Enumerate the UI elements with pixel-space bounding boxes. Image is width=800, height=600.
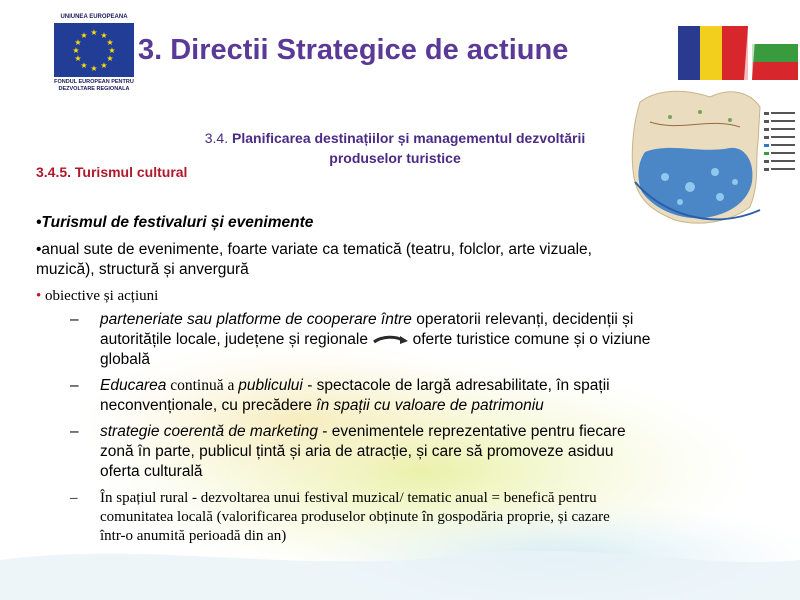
subitem-line: comunitatea locală (valorificarea produselor obținute în gospodăria proprie, și cazare xyxy=(100,509,610,525)
region-map-icon xyxy=(620,82,800,232)
svg-text:★: ★ xyxy=(90,64,98,73)
subitem-text xyxy=(100,489,760,546)
svg-text:★: ★ xyxy=(74,38,82,47)
subitem-text xyxy=(100,310,760,370)
bullet-festivals: •Turismul de festivaluri și evenimente xyxy=(36,214,314,231)
text-span: oferte turistice comune și o viziune xyxy=(408,331,651,348)
bullet-events-line-2: muzică), structură și anvergură xyxy=(36,261,249,278)
eu-logo-line-1: FONDUL EUROPEAN PENTRU xyxy=(54,79,134,85)
text-span: publicului xyxy=(238,377,303,394)
text-span: autoritățile locale, județene și regionale xyxy=(100,331,373,348)
bullet-objectives xyxy=(36,286,158,306)
subitem-text xyxy=(100,376,760,416)
dash-marker: – xyxy=(70,311,79,328)
svg-text:★: ★ xyxy=(106,54,114,63)
text-span: - spectacole de largă adresabilitate, în spații xyxy=(302,377,610,394)
text-span: Educarea xyxy=(100,377,167,394)
text-span: neconvenționale, cu precădere xyxy=(100,397,317,414)
subtitle-line-1 xyxy=(150,128,640,148)
subitem-line: globală xyxy=(100,351,150,368)
subtitle-text-2: produselor turistice xyxy=(329,150,461,166)
text-span: în spații cu valoare de patrimoniu xyxy=(316,397,544,414)
subitem-line: zonă în parte, publicul țintă și aria de atracție, și care să promoveze asiduu xyxy=(100,443,614,460)
subitem-partnerships xyxy=(70,310,770,372)
eu-logo-top-text: UNIUNEA EUROPEANA xyxy=(60,14,128,20)
subitem-education xyxy=(70,376,770,418)
svg-text:★: ★ xyxy=(72,46,80,55)
bullet-dot: • xyxy=(36,288,42,304)
subitem-line: În spațiul rural - dezvoltarea unui festival muzical/ tematic anual = benefică pentru xyxy=(100,490,597,506)
subitem-line xyxy=(100,310,760,330)
right-arrow-icon xyxy=(372,333,408,347)
dash-marker: – xyxy=(70,490,78,506)
section-title: 3.4.5. Turismul cultural xyxy=(36,164,188,180)
subitem-line xyxy=(100,376,760,396)
svg-text:★: ★ xyxy=(108,46,116,55)
subitem-line: într-o anumită perioadă din an) xyxy=(100,528,287,544)
subtitle xyxy=(150,128,640,168)
bullet-events-line-1: •anual sute de evenimente, foarte variate ca tematică (teatru, folclor, arte vizuale, xyxy=(36,241,592,258)
text-span: parteneriate sau platforme de cooperare între xyxy=(100,311,417,328)
subtitle-number: 3.4. xyxy=(204,130,229,146)
subitem-line xyxy=(100,396,760,416)
svg-text:★: ★ xyxy=(80,61,88,70)
subitem-text xyxy=(100,422,760,482)
svg-text:★: ★ xyxy=(90,28,98,37)
bullet-objectives-text: obiective și acțiuni xyxy=(41,288,159,304)
subitem-line xyxy=(100,330,760,350)
eu-logo-line-2: DEZVOLTARE REGIONALA xyxy=(58,86,130,92)
text-span: - evenimentele reprezentative pentru fiecare xyxy=(317,423,626,440)
text-span: continuă a xyxy=(166,377,239,394)
dash-marker: – xyxy=(70,423,79,440)
svg-text:★: ★ xyxy=(74,54,82,63)
svg-text:★: ★ xyxy=(100,31,108,40)
subitem-line: oferta culturală xyxy=(100,463,203,480)
text-span: operatorii relevanți, decidenții și xyxy=(416,311,634,328)
romania-bulgaria-flags-icon xyxy=(678,26,798,80)
dash-marker: – xyxy=(70,377,79,394)
bullet-events xyxy=(36,240,756,280)
svg-text:★: ★ xyxy=(100,61,108,70)
text-span: strategie coerentă de marketing xyxy=(100,423,318,440)
svg-text:★: ★ xyxy=(106,38,114,47)
eu-logo xyxy=(48,14,140,96)
svg-text:★: ★ xyxy=(80,31,88,40)
subitem-rural xyxy=(70,489,770,549)
subtitle-text-1: Planificarea destinațiilor și managementul dezvoltării xyxy=(232,130,586,146)
subitem-marketing xyxy=(70,422,770,484)
page-title: 3. Directii Strategice de actiune xyxy=(138,34,569,66)
eu-flag-icon xyxy=(54,23,134,77)
subitem-line xyxy=(100,422,760,442)
eu-logo-bottom-text xyxy=(48,79,140,93)
